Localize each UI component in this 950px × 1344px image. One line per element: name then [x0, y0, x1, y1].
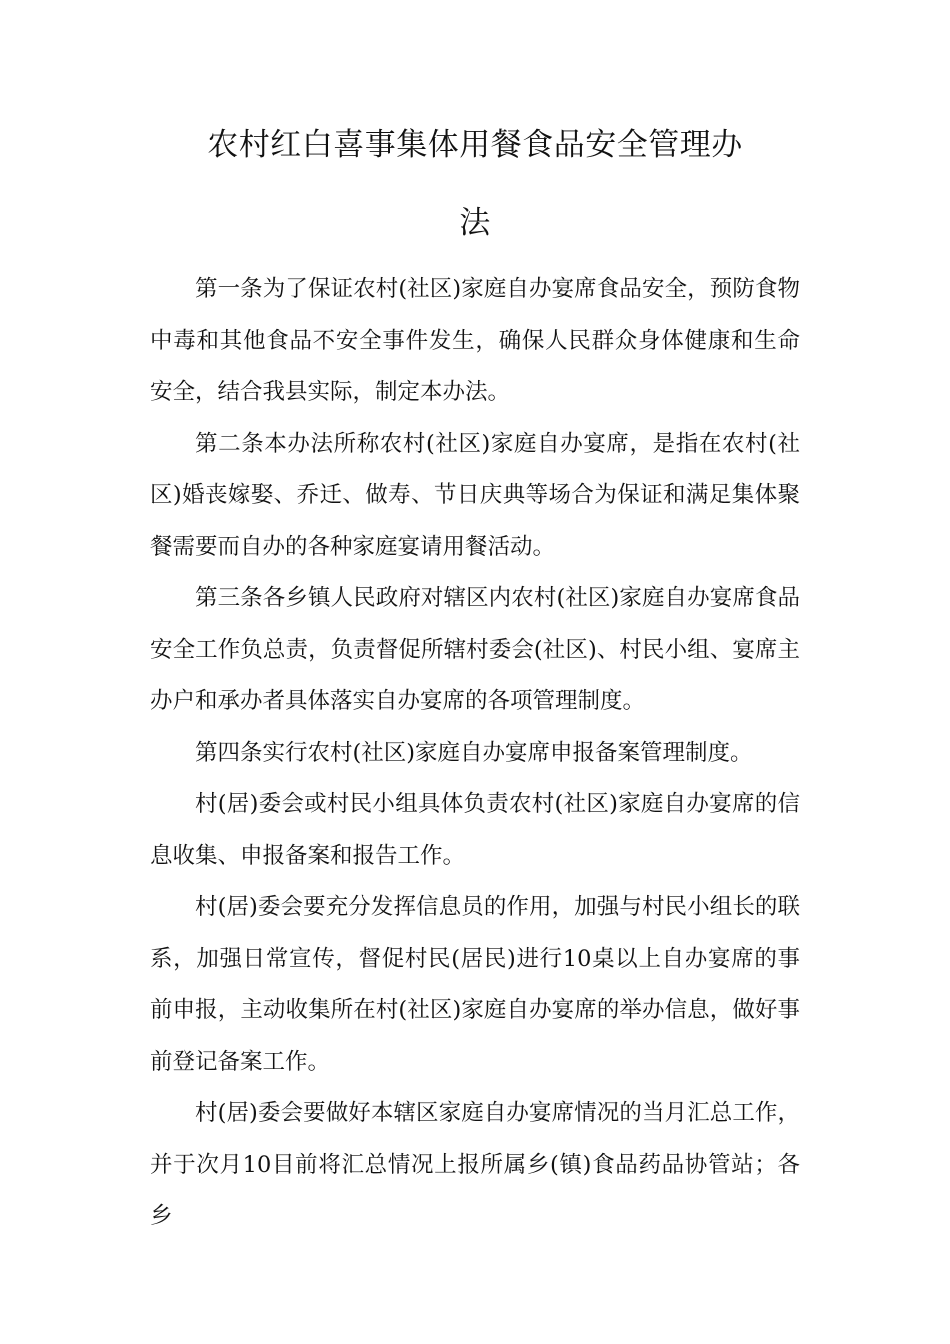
- title-line-1: 农村红白喜事集体用餐食品安全管理办: [207, 127, 743, 163]
- paragraph-article-1: 第一条为了保证农村(社区)家庭自办宴席食品安全，预防食物中毒和其他食品不安全事件发生，确保人民群众身体健康和生命安全，结合我县实际，制定本办法。: [150, 276, 800, 405]
- document-title: [150, 106, 800, 262]
- paragraph-article-2: 第二条本办法所称农村(社区)家庭自办宴席，是指在农村(社区)婚丧嫁娶、乔迁、做寿、节日庆典等场合为保证和满足集体聚餐需要而自办的各种家庭宴请用餐活动。: [150, 430, 800, 560]
- paragraph-village-committee-1: 村(居)委会或村民小组具体负责农村(社区)家庭自办宴席的信息收集、申报备案和报告工作。: [150, 791, 800, 869]
- paragraph-village-committee-3: 村(居)委会要做好本辖区家庭自办宴席情况的当月汇总工作，并于次月10目前将汇总情况上报所属乡(镇)食品药品协管站；各乡: [150, 1100, 800, 1229]
- paragraph-article-4: 第四条实行农村(社区)家庭自办宴席申报备案管理制度。: [195, 739, 753, 766]
- paragraph-village-committee-2: 村(居)委会要充分发挥信息员的作用，加强与村民小组长的联系，加强日常宣传，督促村民(居民)进行10桌以上自办宴席的事前申报，主动收集所在村(社区)家庭自办宴席的举办信息，做好事前登记备案工作。: [150, 894, 800, 1075]
- document-body: [150, 264, 800, 1243]
- title-line-2: 法: [459, 205, 491, 241]
- paragraph-article-3: 第三条各乡镇人民政府对辖区内农村(社区)家庭自办宴席食品安全工作负总责，负责督促所辖村委会(社区)、村民小组、宴席主办户和承办者具体落实自办宴席的各项管理制度。: [150, 585, 800, 714]
